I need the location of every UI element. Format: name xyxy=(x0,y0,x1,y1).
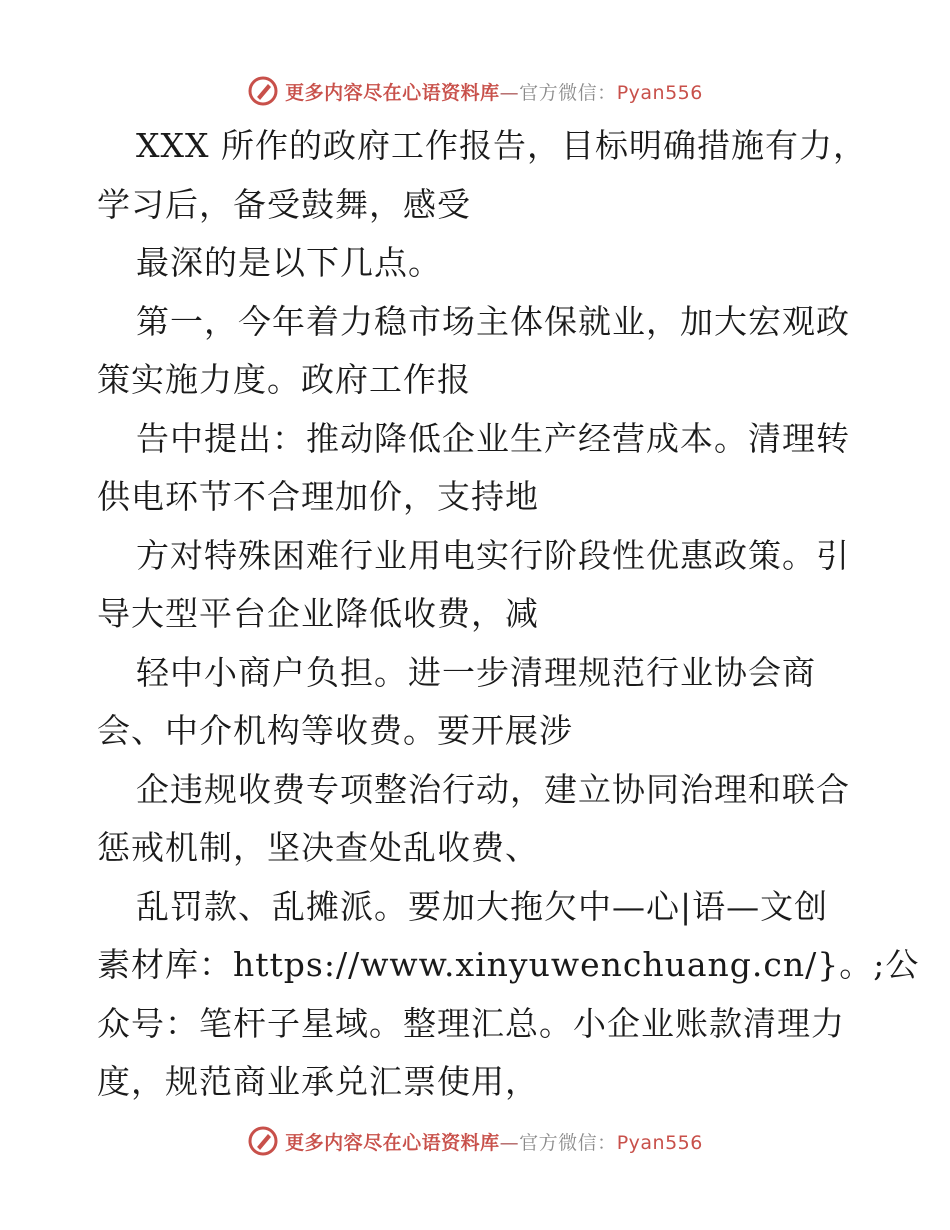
text-line: 轻中小商户负担。进一步清理规范行业协会商 xyxy=(136,652,816,692)
text-line: 告中提出：推动降低企业生产经营成本。清理转 xyxy=(136,418,850,458)
banner-main-text: 更多内容尽在心语资料库 xyxy=(285,1131,500,1154)
text-line: 第一，今年着力稳市场主体保就业，加大宏观政 xyxy=(136,301,850,341)
banner-wechat-label: 官方微信： xyxy=(519,81,617,104)
text-line: 众号：笔杆子星域。整理汇总。小企业账款清理力 xyxy=(97,1003,845,1043)
header-watermark xyxy=(0,71,950,111)
text-line: 乱罚款、乱摊派。要加大拖欠中—心|语—文创 xyxy=(136,886,829,926)
text-line: 会、中介机构等收费。要开展涉 xyxy=(97,711,573,750)
banner-text xyxy=(285,1128,703,1155)
text-line: 方对特殊困难行业用电实行阶段性优惠政策。引 xyxy=(136,535,850,575)
banner-wechat-label: 官方微信： xyxy=(519,1131,617,1154)
text-line: 惩戒机制，坚决查处乱收费、 xyxy=(97,828,539,867)
banner-wechat-id: Pyan556 xyxy=(616,81,703,104)
text-line: 导大型平台企业降低收费，减 xyxy=(97,594,539,633)
banner-main-text: 更多内容尽在心语资料库 xyxy=(285,81,500,104)
text-line: 策实施力度。政府工作报 xyxy=(97,360,471,399)
document-body xyxy=(97,117,920,1112)
footer-watermark xyxy=(0,1121,950,1161)
pen-in-circle-icon xyxy=(247,75,279,107)
banner-text xyxy=(285,78,703,105)
banner-wechat-id: Pyan556 xyxy=(616,1131,703,1154)
banner-dash: — xyxy=(499,1131,520,1154)
text-line: 供电环节不合理加价，支持地 xyxy=(97,477,539,516)
text-line: 学习后，备受鼓舞，感受 xyxy=(97,184,471,224)
text-line: 度，规范商业承兑汇票使用， xyxy=(97,1062,539,1101)
pen-in-circle-icon xyxy=(247,1125,279,1157)
text-line: 最深的是以下几点。 xyxy=(136,243,442,282)
text-line: 素材库：https://www.xinyuwenchuang.cn/}。;公 xyxy=(97,945,920,984)
text-line: XXX 所作的政府工作报告，目标明确措施有力， xyxy=(136,126,867,165)
text-line: 企违规收费专项整治行动，建立协同治理和联合 xyxy=(136,769,850,809)
banner-dash: — xyxy=(499,81,520,104)
